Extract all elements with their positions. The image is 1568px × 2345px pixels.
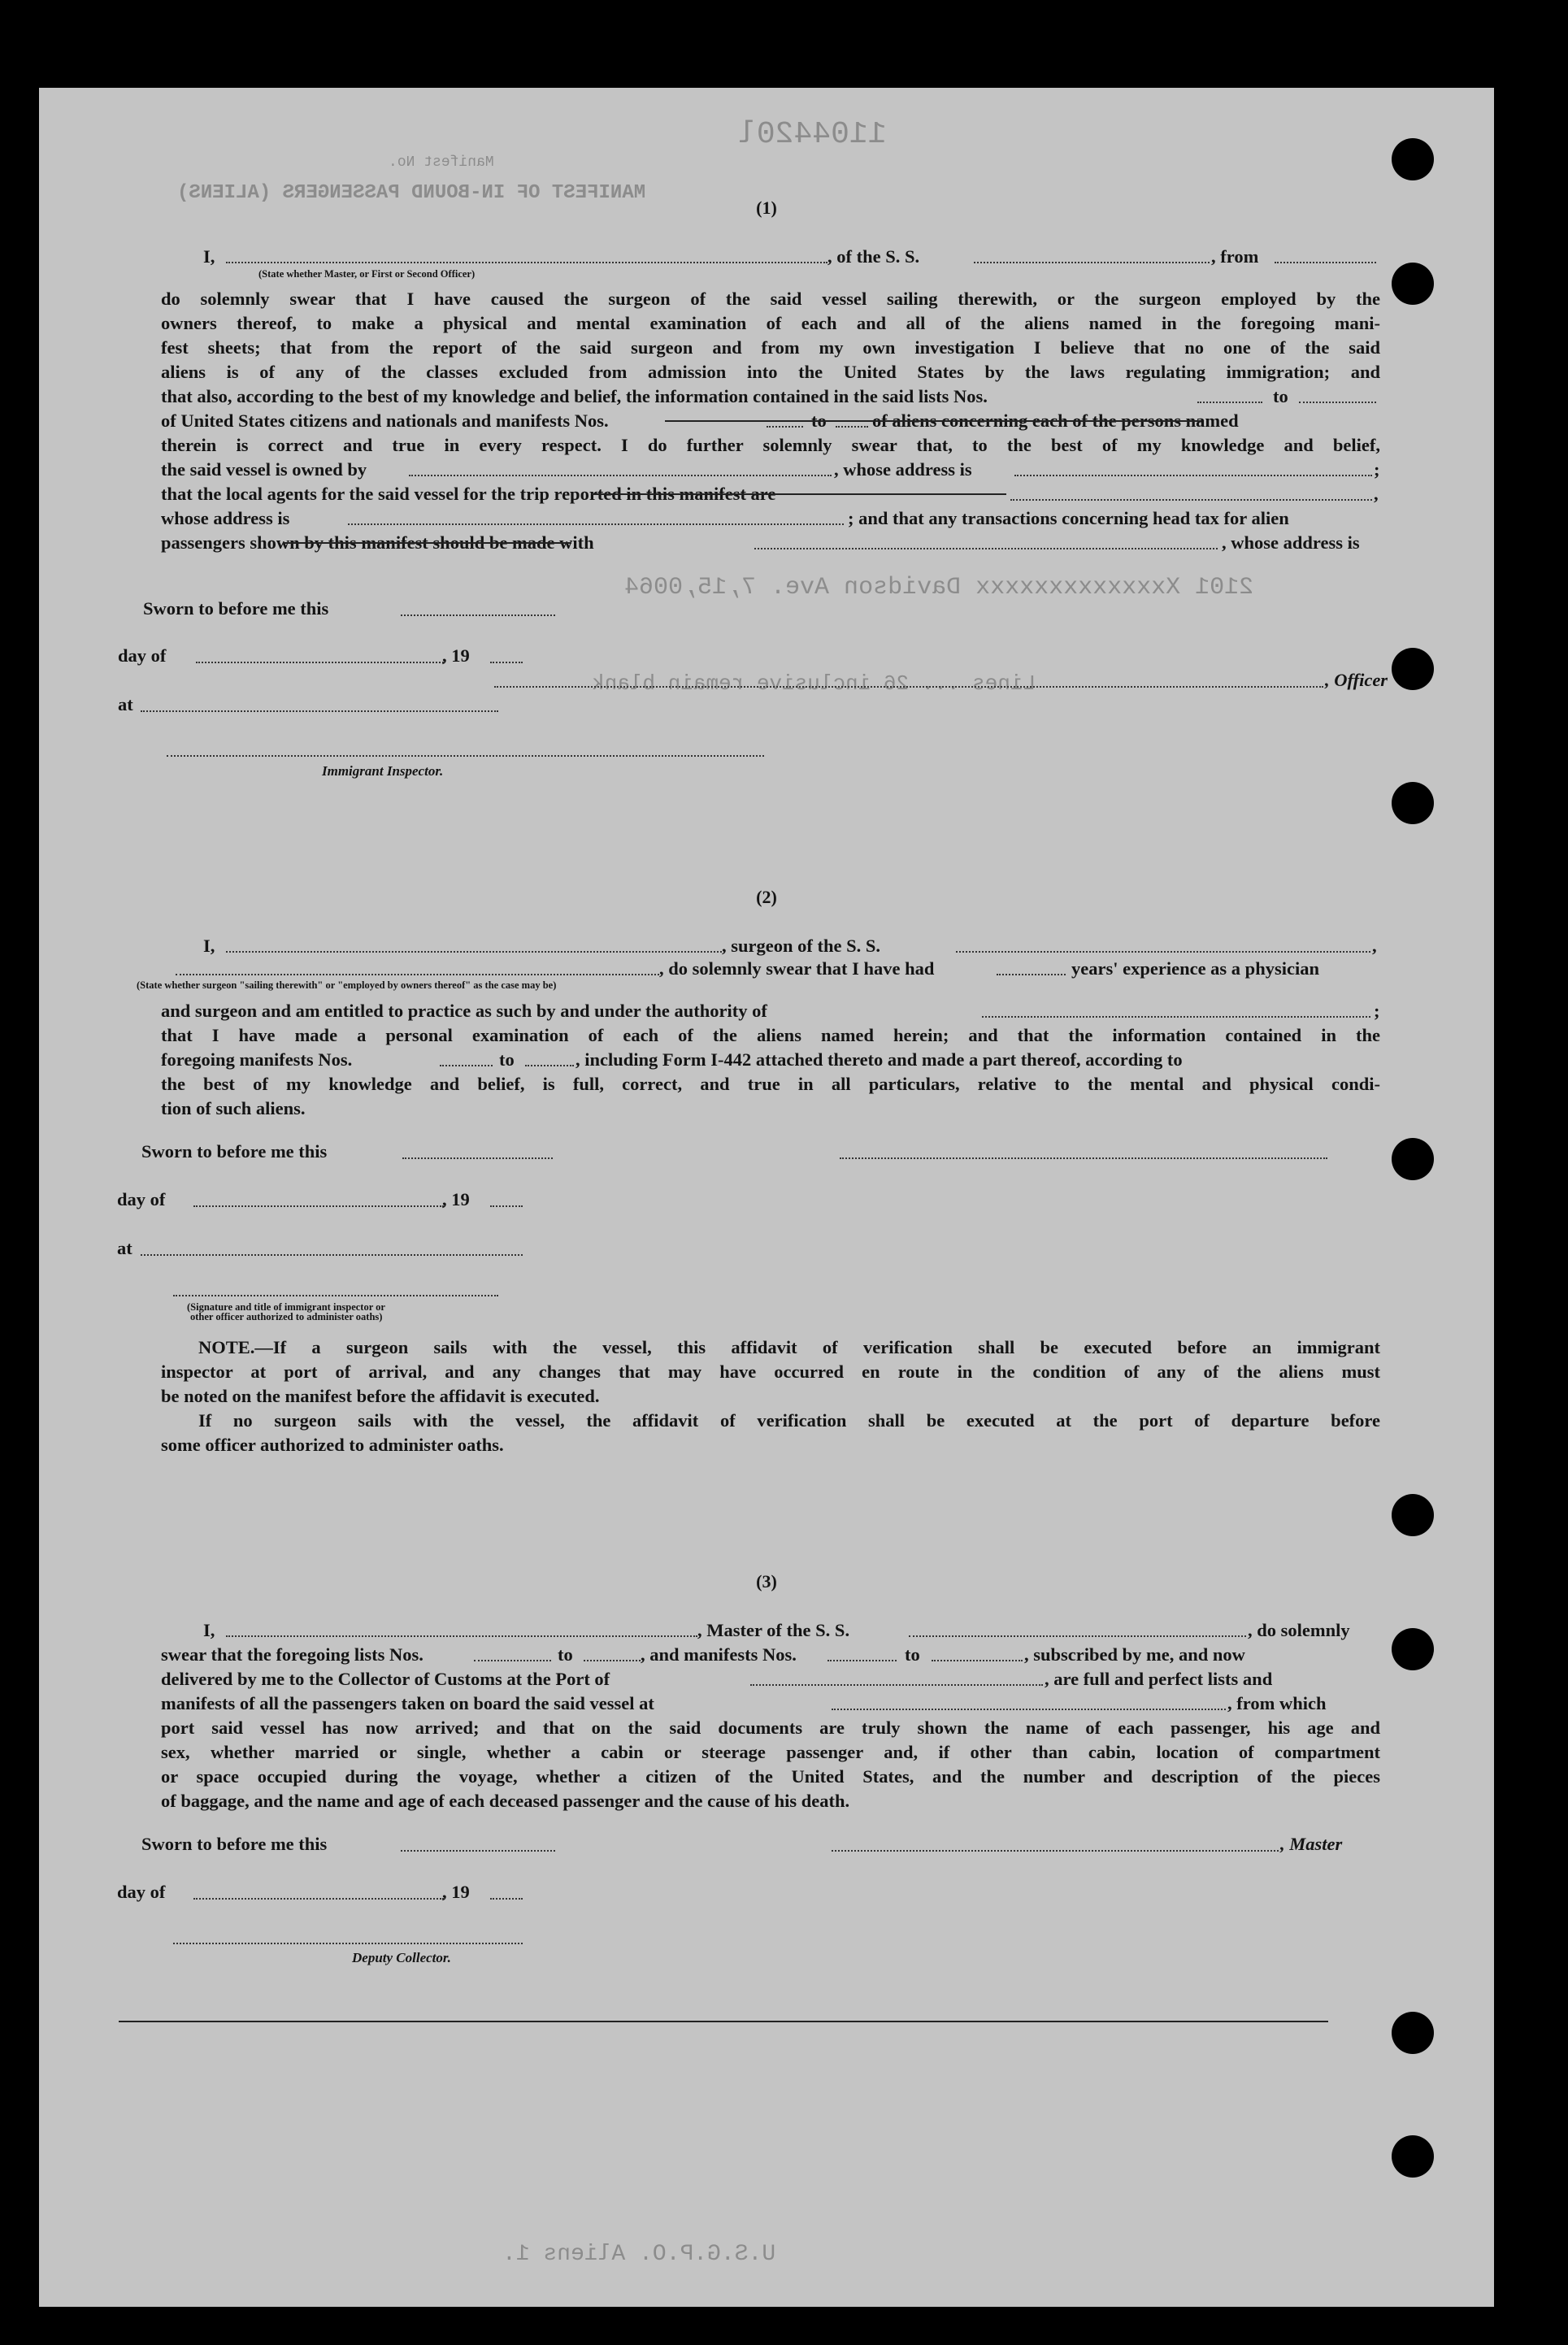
s3-to-label-2: to	[905, 1644, 920, 1665]
s1-at-label: at	[118, 694, 133, 714]
s1-whose-address-label: , whose address is	[834, 459, 972, 480]
s3-line-delivered	[161, 1668, 1380, 1691]
s2-line-best: the best of my knowledge and belief, is full, correct, and true in all particulars, relative to the mental and physical condi-	[161, 1074, 1380, 1094]
s1-strike-1	[665, 420, 1201, 422]
s2-years-field[interactable]	[997, 962, 1066, 975]
s1-head-tax-text: ; and that any transactions concerning head tax for alien	[848, 508, 1289, 528]
s2-note-4-text: If no surgeon sails with the vessel, the affidavit of verification shall be executed at the port of departure before	[198, 1410, 1380, 1431]
s1-agents-label: that the local agents for the said vessel for the trip reported in this manifest are	[161, 484, 776, 504]
s1-officer-label: , Officer	[1325, 670, 1388, 690]
s1-body-1: do solemnly swear that I have caused the surgeon of the said vessel sailing therewith, or the surgeon employed by the	[161, 289, 1380, 309]
s3-deputy-signature[interactable]	[173, 1943, 523, 1944]
s2-authority-label: and surgeon and am entitled to practice as such by and under the authority of	[161, 1001, 767, 1021]
bleed-footer-stamp	[502, 2242, 775, 2267]
s2-sig-note-1: (Signature and title of immigrant inspector or	[187, 1301, 385, 1313]
s3-swear-label: swear that the foregoing lists Nos.	[161, 1644, 423, 1665]
s3-full-label: , are full and perfect lists and	[1045, 1669, 1273, 1689]
s3-subscribed-label: , subscribed by me, and now	[1024, 1644, 1245, 1665]
s2-note-5: some officer authorized to administer oaths.	[161, 1435, 504, 1455]
s1-ship-field[interactable]	[974, 250, 1210, 263]
s1-owned-label: the said vessel is owned by	[161, 459, 367, 480]
section-2-heading: (2)	[756, 887, 777, 907]
s2-line-authority	[161, 1000, 1380, 1023]
s1-body-5-text: that also, according to the best of my knowledge and belief, the information contained in the said lists Nos.	[161, 386, 988, 406]
s2-day-field[interactable]	[193, 1205, 444, 1207]
bleed-footer-stamp-text: U.S.G.P.O. Aliens 1.	[502, 2242, 776, 2267]
s3-lists-to-field[interactable]	[584, 1648, 641, 1661]
s1-body-2: owners thereof, to make a physical and mental examination of each and all of the aliens named in the foregoing mani-	[161, 313, 1380, 333]
s1-body-8	[161, 458, 1380, 481]
s1-body-5	[161, 385, 1380, 408]
s2-swear-label: , do solemnly swear that I have had	[659, 958, 935, 979]
punch-hole-4	[1392, 782, 1434, 824]
s3-day-of-label: day of	[117, 1882, 166, 1902]
s1-from-label: , from	[1211, 246, 1259, 267]
s2-note-2: inspector at port of arrival, and any changes that may have occurred en route in the condition of any of the aliens must	[161, 1361, 1380, 1382]
s3-sworn-label: Sworn to before me this	[141, 1834, 328, 1854]
bleed-agent-line	[624, 574, 1253, 601]
s2-note-4	[161, 1409, 1380, 1432]
s2-years-label: years' experience as a physician	[1071, 958, 1319, 979]
s3-solemnly-label: , do solemnly	[1248, 1620, 1350, 1640]
s2-year-field[interactable]	[490, 1205, 523, 1207]
s3-master-label: , Master of the S. S.	[697, 1620, 850, 1640]
s3-master-signature[interactable]	[832, 1850, 1279, 1852]
punch-hole-1	[1392, 138, 1434, 180]
s2-at-label: at	[117, 1238, 132, 1258]
s2-semicolon: ;	[1374, 1001, 1380, 1021]
punch-hole-2	[1392, 263, 1434, 305]
s3-line-swear	[161, 1644, 1380, 1666]
s1-sworn-date-field[interactable]	[401, 614, 555, 616]
s1-body-3: fest sheets; that from the report of the said surgeon and from my own investigation I believe that no one of the said	[161, 337, 1380, 358]
s1-strike-3	[283, 542, 571, 544]
s3-to-label-1: to	[558, 1644, 573, 1665]
s3-body-2: sex, whether married or single, whether a cabin or steerage passenger and, if other than cabin, location of compartment	[161, 1742, 1380, 1762]
s1-whose-address-2: whose address is	[161, 508, 290, 528]
s1-day-of-label: day of	[118, 645, 167, 666]
s3-sworn-date-field[interactable]	[401, 1850, 555, 1852]
s1-head-tax-field[interactable]	[754, 536, 1218, 549]
s1-inspector-label: Immigrant Inspector.	[322, 763, 444, 779]
form-page	[39, 88, 1494, 2307]
s3-body-3: or space occupied during the voyage, whether a citizen of the United States, and the number and description of the pieces	[161, 1766, 1380, 1787]
s2-note-1-text: NOTE.—If a surgeon sails with the vessel, this affidavit of verification shall be executed before an immigrant	[198, 1337, 1380, 1357]
bleed-lines-blank-text: Lines ... 26 inclusive remain blank	[592, 671, 1036, 696]
bleed-agent-line-text: 2101 Xxxxxxxxxxxxxx Davidson Ave. 7,15,0064	[624, 574, 1254, 601]
s1-sworn-label: Sworn to before me this	[143, 598, 329, 619]
s2-note-3: be noted on the manifest before the affidavit is executed.	[161, 1386, 600, 1406]
s1-year-field[interactable]	[490, 662, 523, 663]
s3-i-label: I,	[203, 1620, 215, 1640]
s1-master-field[interactable]	[226, 250, 827, 263]
s2-form-label: , including Form I-442 attached thereto and made a part thereof, according to	[576, 1049, 1183, 1070]
punch-hole-9	[1392, 2135, 1434, 2178]
bleed-manifest-no-text: Manifest No.	[389, 154, 494, 171]
s2-year-label: , 19	[442, 1189, 470, 1209]
s2-line-foregoing	[161, 1049, 1380, 1071]
s3-body-1: port said vessel has now arrived; and that on the said documents are truly shown the name of each passenger, his age and	[161, 1717, 1380, 1738]
s2-to-label: to	[499, 1049, 515, 1070]
s3-which-label: , from which	[1227, 1693, 1327, 1713]
s2-capacity-field[interactable]	[176, 962, 659, 975]
s1-owner-address-field[interactable]	[1014, 463, 1372, 476]
s1-of-ss-label: , of the S. S.	[827, 246, 920, 267]
section-3-heading: (3)	[756, 1571, 777, 1592]
bleed-scribble	[738, 117, 886, 152]
s1-year-label: , 19	[442, 645, 470, 666]
s2-sworn-date-field[interactable]	[402, 1157, 553, 1159]
s3-body-4: of baggage, and the name and age of each deceased passenger and the cause of his death.	[161, 1791, 850, 1811]
s2-line-tion: tion of such aliens.	[161, 1098, 306, 1118]
s3-manifests-from-field[interactable]	[827, 1648, 897, 1661]
s1-from-field[interactable]	[1275, 250, 1376, 263]
s1-body-4: aliens is of any of the classes excluded from admission into the United States by the laws regulating immigration; and	[161, 362, 1380, 382]
s2-sig-note-2: other officer authorized to administer oaths)	[190, 1311, 383, 1322]
s2-manifest-to-field[interactable]	[525, 1053, 574, 1066]
s2-note-1	[161, 1336, 1380, 1359]
s2-note-surgeon: (State whether surgeon "sailing therewith" or "employed by owners thereof" as the case may be)	[137, 979, 557, 991]
s1-body-6	[161, 410, 1380, 432]
s1-body-7: therein is correct and true in every respect. I do further solemnly swear that, to the best of my knowledge and belief,	[161, 435, 1380, 455]
s3-day-field[interactable]	[193, 1898, 444, 1900]
s3-taken-at-field[interactable]	[832, 1697, 1226, 1710]
s1-lists-to-field[interactable]	[1299, 390, 1376, 403]
s3-year-field[interactable]	[490, 1898, 523, 1900]
s3-line-manifests2	[161, 1692, 1380, 1715]
s1-body-6-tail: of aliens concerning each of the persons named	[872, 410, 1239, 431]
punch-hole-8	[1392, 2012, 1434, 2054]
s1-body-10	[161, 507, 1380, 530]
s1-semicolon: ;	[1374, 459, 1380, 480]
s2-surgeon-label: , surgeon of the S. S.	[722, 936, 881, 956]
s3-manifests-to-field[interactable]	[932, 1648, 1023, 1661]
s1-body-9	[161, 483, 1380, 506]
s2-foregoing-label: foregoing manifests Nos.	[161, 1049, 353, 1070]
s2-sworn-label: Sworn to before me this	[141, 1141, 328, 1162]
bleed-manifest-no	[389, 154, 494, 171]
s2-line-exam: that I have made a personal examination of each of the aliens named herein; and that the information contained in the	[161, 1025, 1380, 1045]
punch-hole-7	[1392, 1628, 1434, 1670]
s1-body-5-to: to	[1273, 386, 1288, 406]
s3-year-label: , 19	[442, 1882, 470, 1902]
bleed-scribble-text: 1104420l	[738, 117, 887, 152]
s3-delivered-label: delivered by me to the Collector of Customs at the Port of	[161, 1669, 610, 1689]
s1-owner-field[interactable]	[409, 463, 832, 476]
s1-comma: ,	[1374, 484, 1379, 504]
section-1-heading: (1)	[756, 198, 777, 218]
s1-note-master: (State whether Master, or First or Second Officer)	[258, 268, 476, 280]
bottom-rule	[119, 2021, 1328, 2022]
s3-master-sig-label: , Master	[1280, 1834, 1343, 1854]
s3-master-name-field[interactable]	[226, 1624, 697, 1637]
s2-surgeon-name-field[interactable]	[226, 940, 722, 953]
s1-day-field[interactable]	[196, 662, 444, 663]
s1-strike-2	[592, 493, 1006, 495]
s1-inspector-signature[interactable]	[167, 755, 764, 757]
s3-manifests-label: , and manifests Nos.	[641, 1644, 797, 1665]
s1-whose-address-3: , whose address is	[1222, 532, 1360, 553]
punch-hole-3	[1392, 648, 1434, 690]
s2-day-of-label: day of	[117, 1189, 166, 1209]
s2-at-field[interactable]	[141, 1254, 523, 1256]
punch-hole-6	[1392, 1494, 1434, 1536]
s2-i-label: I,	[203, 936, 215, 956]
bleed-manifest-title-text: MANIFEST OF IN-BOUND PASSENGERS (ALIENS)	[177, 182, 646, 204]
s1-lists-from-field[interactable]	[1197, 390, 1262, 403]
s1-i-label: I,	[203, 246, 215, 267]
s3-manifests2-label: manifests of all the passengers taken on board the said vessel at	[161, 1693, 654, 1713]
s3-deputy-label: Deputy Collector.	[352, 1950, 451, 1965]
s3-port-field[interactable]	[750, 1673, 1043, 1686]
bleed-lines-blank	[592, 671, 1036, 696]
s2-manifest-from-field[interactable]	[440, 1053, 493, 1066]
s1-agents-address-field[interactable]	[348, 512, 844, 525]
s1-body-6-text: of United States citizens and nationals and manifests Nos.	[161, 410, 609, 431]
s1-body-11	[161, 532, 1380, 554]
s2-comma: ,	[1372, 936, 1377, 956]
s3-ship-field[interactable]	[909, 1624, 1246, 1637]
s2-officer-signature[interactable]	[173, 1295, 498, 1296]
s1-officer-field[interactable]	[494, 686, 1323, 688]
s1-passengers-text: passengers shown by this manifest should be made with	[161, 532, 594, 553]
s3-lists-from-field[interactable]	[474, 1648, 551, 1661]
s2-surgeon-signature[interactable]	[840, 1157, 1327, 1159]
s1-at-field[interactable]	[141, 710, 498, 712]
s1-agents-field[interactable]	[1010, 488, 1372, 501]
s2-authority-field[interactable]	[982, 1005, 1370, 1018]
punch-hole-5	[1392, 1138, 1434, 1180]
s1-body-6-to: to	[811, 410, 827, 431]
s2-ship-field[interactable]	[956, 940, 1370, 953]
